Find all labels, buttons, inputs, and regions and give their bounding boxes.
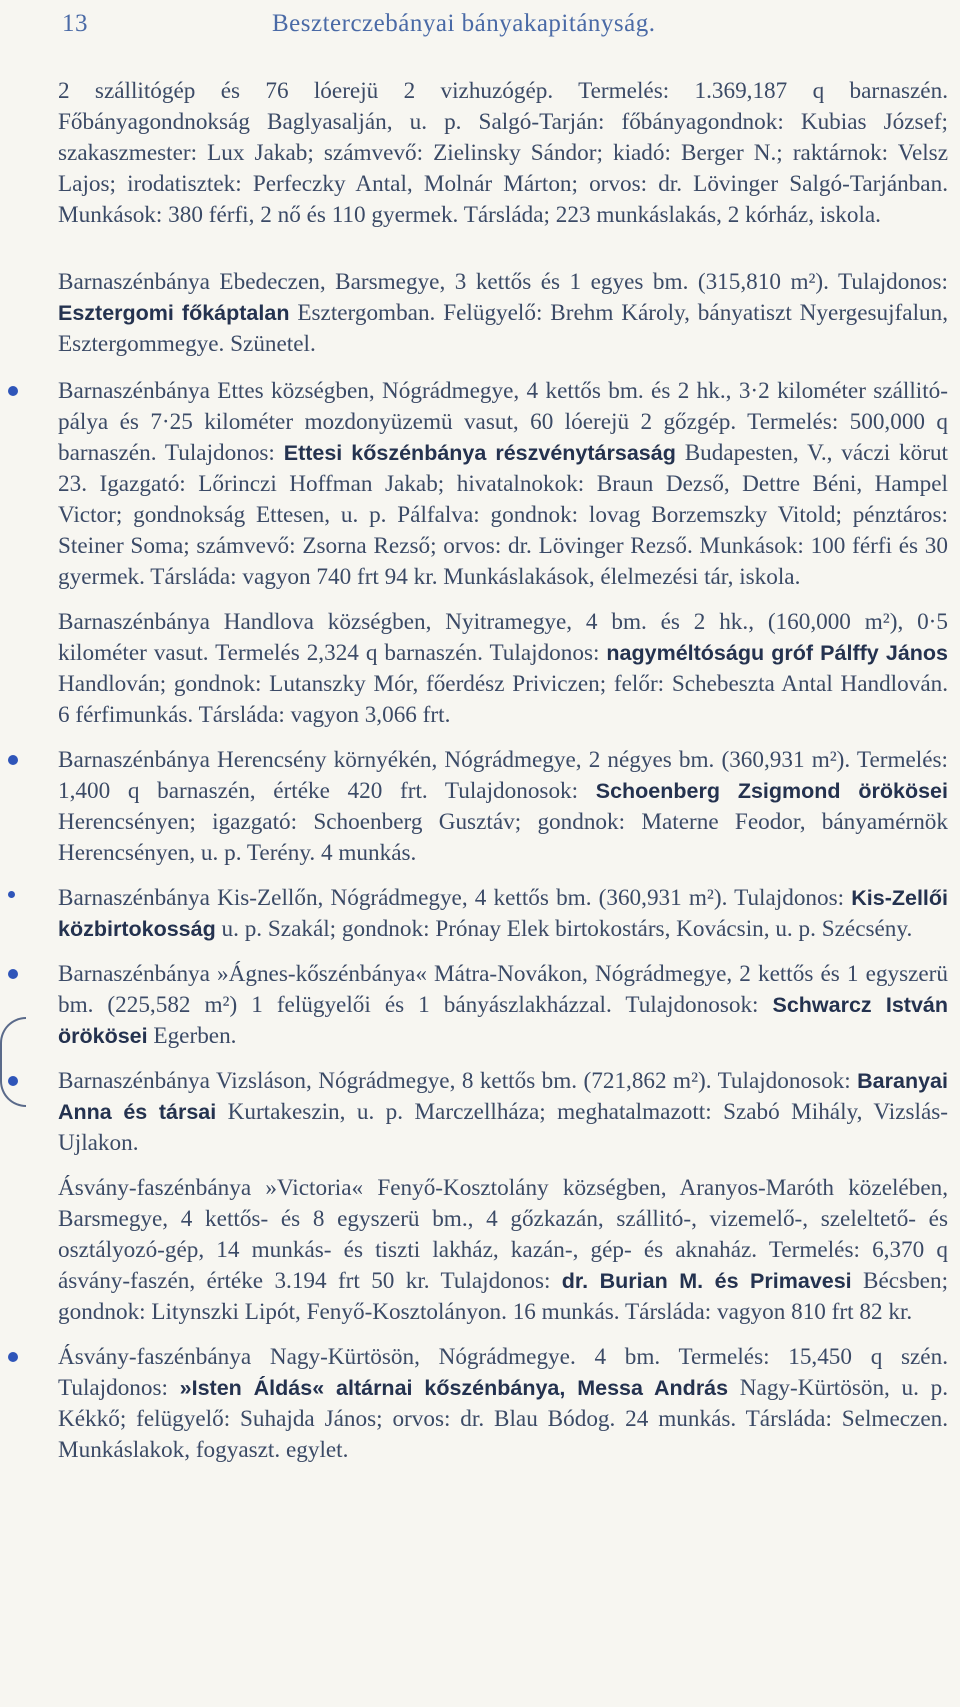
page	[58, 0, 958, 1707]
entry-text: Nagy-Kürtösön, u. p. Kékkő; felügyelő: Suhajda János; orvos: dr. Blau Bódog. 24 munkás. Társláda: Selmeczen. Munkáslakok, fogyaszt. egylet.	[58, 1375, 948, 1463]
entry-text: Budapesten, V., váczi körut 23. Igazgató: Lőrinczi Hoffman Jakab; hivatalnokok: Braun Dezső, Dettre Béni, Hampel Victor; gondnokság Ettesen, u. p. Pálfalva: gondnok: lovag Borzemszky Vitold; pénztáros: Steiner Soma; számvevő: Zsorna Rezső; orvos: dr. Lövinger Rezső. Munkások: 100 férfi és 30 gyermek. Társláda: vagyon 740 frt 94 kr. Munkáslakások, élelmezési tár, iskola.	[58, 440, 948, 590]
owner-name: Esztergomi főkáptalan	[58, 301, 290, 325]
entry-text: Ásvány-faszénbánya »Victoria« Fenyő-Kosztolány községben, Aranyos-Maróth közelében, Barsmegye, 4 kettős- és 8 egyszerü bm., 4 gőzkazán, szállitó-, vizemelő-, szeleltető- és osztályozó-gép, 14 munkás- és tiszti lakház, kazán-, gép- és aknaház. Termelés: 6,370 q ásvány-faszén, értéke 3.194 frt 50 kr. Tulajdonos:	[58, 1175, 948, 1294]
entry-vizslas	[58, 1066, 948, 1159]
entry-text: Barnaszénbánya Kis-Zellőn, Nógrádmegye, 4 kettős bm. (360,931 m²). Tulajdonos:	[58, 885, 852, 911]
entry-list	[58, 76, 948, 1502]
entry-text: Barnaszénbánya Ebedeczen, Barsmegye, 3 kettős és 1 egyes bm. (315,810 m²). Tulajdonos:	[58, 269, 948, 295]
entry-text: 2 szállitógép és 76 lóerejü 2 vizhuzógép. Termelés: 1.369,187 q barnaszén. Főbányagondnokság Baglyasalján, u. p. Salgó-Tarján: főbányagondnok: Kubias József; szakaszmester: Lux Jakab; számvevő: Zielinsky Sándor; kiadó: Berger N.; raktárnok: Velsz Lajos; irodatisztek: Perfeczky Antal, Molnár Márton; orvos: dr. Lövinger Salgó-Tarjánban. Munkások: 380 férfi, 2 nő és 110 gyermek. Társláda; 223 munkáslakás, 2 kórház, iskola.	[58, 78, 948, 228]
entry-text: Barnaszénbánya »Ágnes-kőszénbánya« Mátra-Novákon, Nógrádmegye, 2 kettős és 1 egyszerü bm. (225,582 m²) 1 felügyelői és 1 bányászlakházzal. Tulajdonosok:	[58, 961, 948, 1018]
entry-nagy-kurtos	[58, 1342, 948, 1466]
entry-text: Kurtakeszin, u. p. Marczellháza; meghatalmazott: Szabó Mihály, Vizslás-Ujlakon.	[58, 1099, 948, 1156]
entry-herencseny	[58, 745, 948, 869]
entry-text: Barnaszénbánya Ettes községben, Nógrádmegye, 4 kettős bm. és 2 hk., 3·2 kilométer szállitó-pálya és 7·25 kilométer mozdonyüzemü vasut, 60 lóerejü 2 gőzgép. Termelés: 500,000 q barnaszén. Tulajdonos:	[58, 378, 948, 466]
entry-agnes	[58, 959, 948, 1052]
page-header	[58, 10, 938, 50]
entry-ettes	[58, 376, 948, 593]
bullet-marker-icon	[8, 386, 18, 396]
owner-name: »Isten Áldás« altárnai kőszénbánya, Messa András	[179, 1376, 729, 1400]
bullet-marker-icon	[8, 1352, 18, 1362]
bullet-marker-icon	[8, 755, 18, 765]
entry-text: Barnaszénbánya Herencsény környékén, Nógrádmegye, 2 négyes bm. (360,931 m²). Termelés: 1,400 q barnaszén, értéke 420 frt. Tulajdonosok:	[58, 747, 948, 804]
margin-bracket-icon	[0, 1017, 26, 1107]
entry-text: u. p. Szakál; gondnok: Prónay Elek birtokostárs, Kovácsin, u. p. Szécsény.	[215, 916, 913, 942]
entry-text: Esztergomban. Felügyelő: Brehm Károly, bányatiszt Nyergesujfalun, Esztergommegye. Szünetel.	[58, 300, 949, 357]
bullet-marker-icon	[8, 969, 18, 979]
entry-text: Handlován; gondnok: Lutanszky Mór, főerdész Priviczen; felőr: Schebeszta Antal Handlován. 6 férfimunkás. Társláda: vagyon 3,066 frt.	[58, 671, 948, 728]
owner-name: nagyméltóságu gróf Pálffy János	[606, 641, 948, 665]
entry-text: Ásvány-faszénbánya Nagy-Kürtösön, Nógrádmegye. 4 bm. Termelés: 15,450 q szén. Tulajdonos:	[58, 1344, 948, 1401]
entry-handlova	[58, 607, 948, 731]
entry-text: Herencsényen; igazgató: Schoenberg Gusztáv; gondnok: Materne Feodor, bányamérnök Herencsényen, u. p. Terény. 4 munkás.	[58, 809, 948, 866]
owner-name: Baranyai Anna és társai	[58, 1069, 948, 1124]
entry-text: Egerben.	[147, 1023, 237, 1049]
owner-name: Ettesi kőszénbánya részvénytársaság	[283, 441, 676, 465]
bullet-marker-icon	[8, 1076, 18, 1086]
owner-name: Kis-Zellői közbirtokosság	[58, 886, 948, 941]
entry-text: Barnaszénbánya Handlova községben, Nyitramegye, 4 bm. és 2 hk., (160,000 m²), 0·5 kilométer vasut. Termelés 2,324 q barnaszén. Tulajdonos:	[58, 609, 948, 666]
entry-text: Bécsben; gondnok: Litynszki Lipót, Fenyő-Kosztolányon. 16 munkás. Társláda: vagyon 810 frt 82 kr.	[58, 1268, 949, 1325]
entry-kis-zello	[58, 883, 948, 945]
owner-name: dr. Burian M. és Primavesi	[561, 1269, 852, 1293]
bullet-marker-icon	[8, 891, 15, 898]
entry-victoria	[58, 1173, 948, 1328]
entry-text: Barnaszénbánya Vizsláson, Nógrádmegye, 8 kettős bm. (721,862 m²). Tulajdonosok:	[58, 1068, 858, 1094]
entry-continuation	[58, 76, 948, 231]
page-number: 13	[62, 10, 88, 37]
running-title: Beszterczebányai bányakapitányság.	[272, 10, 656, 37]
entry-ebedecz	[58, 267, 948, 360]
owner-name: Schoenberg Zsigmond örökösei	[595, 779, 948, 803]
owner-name: Schwarcz István örökösei	[58, 993, 949, 1048]
